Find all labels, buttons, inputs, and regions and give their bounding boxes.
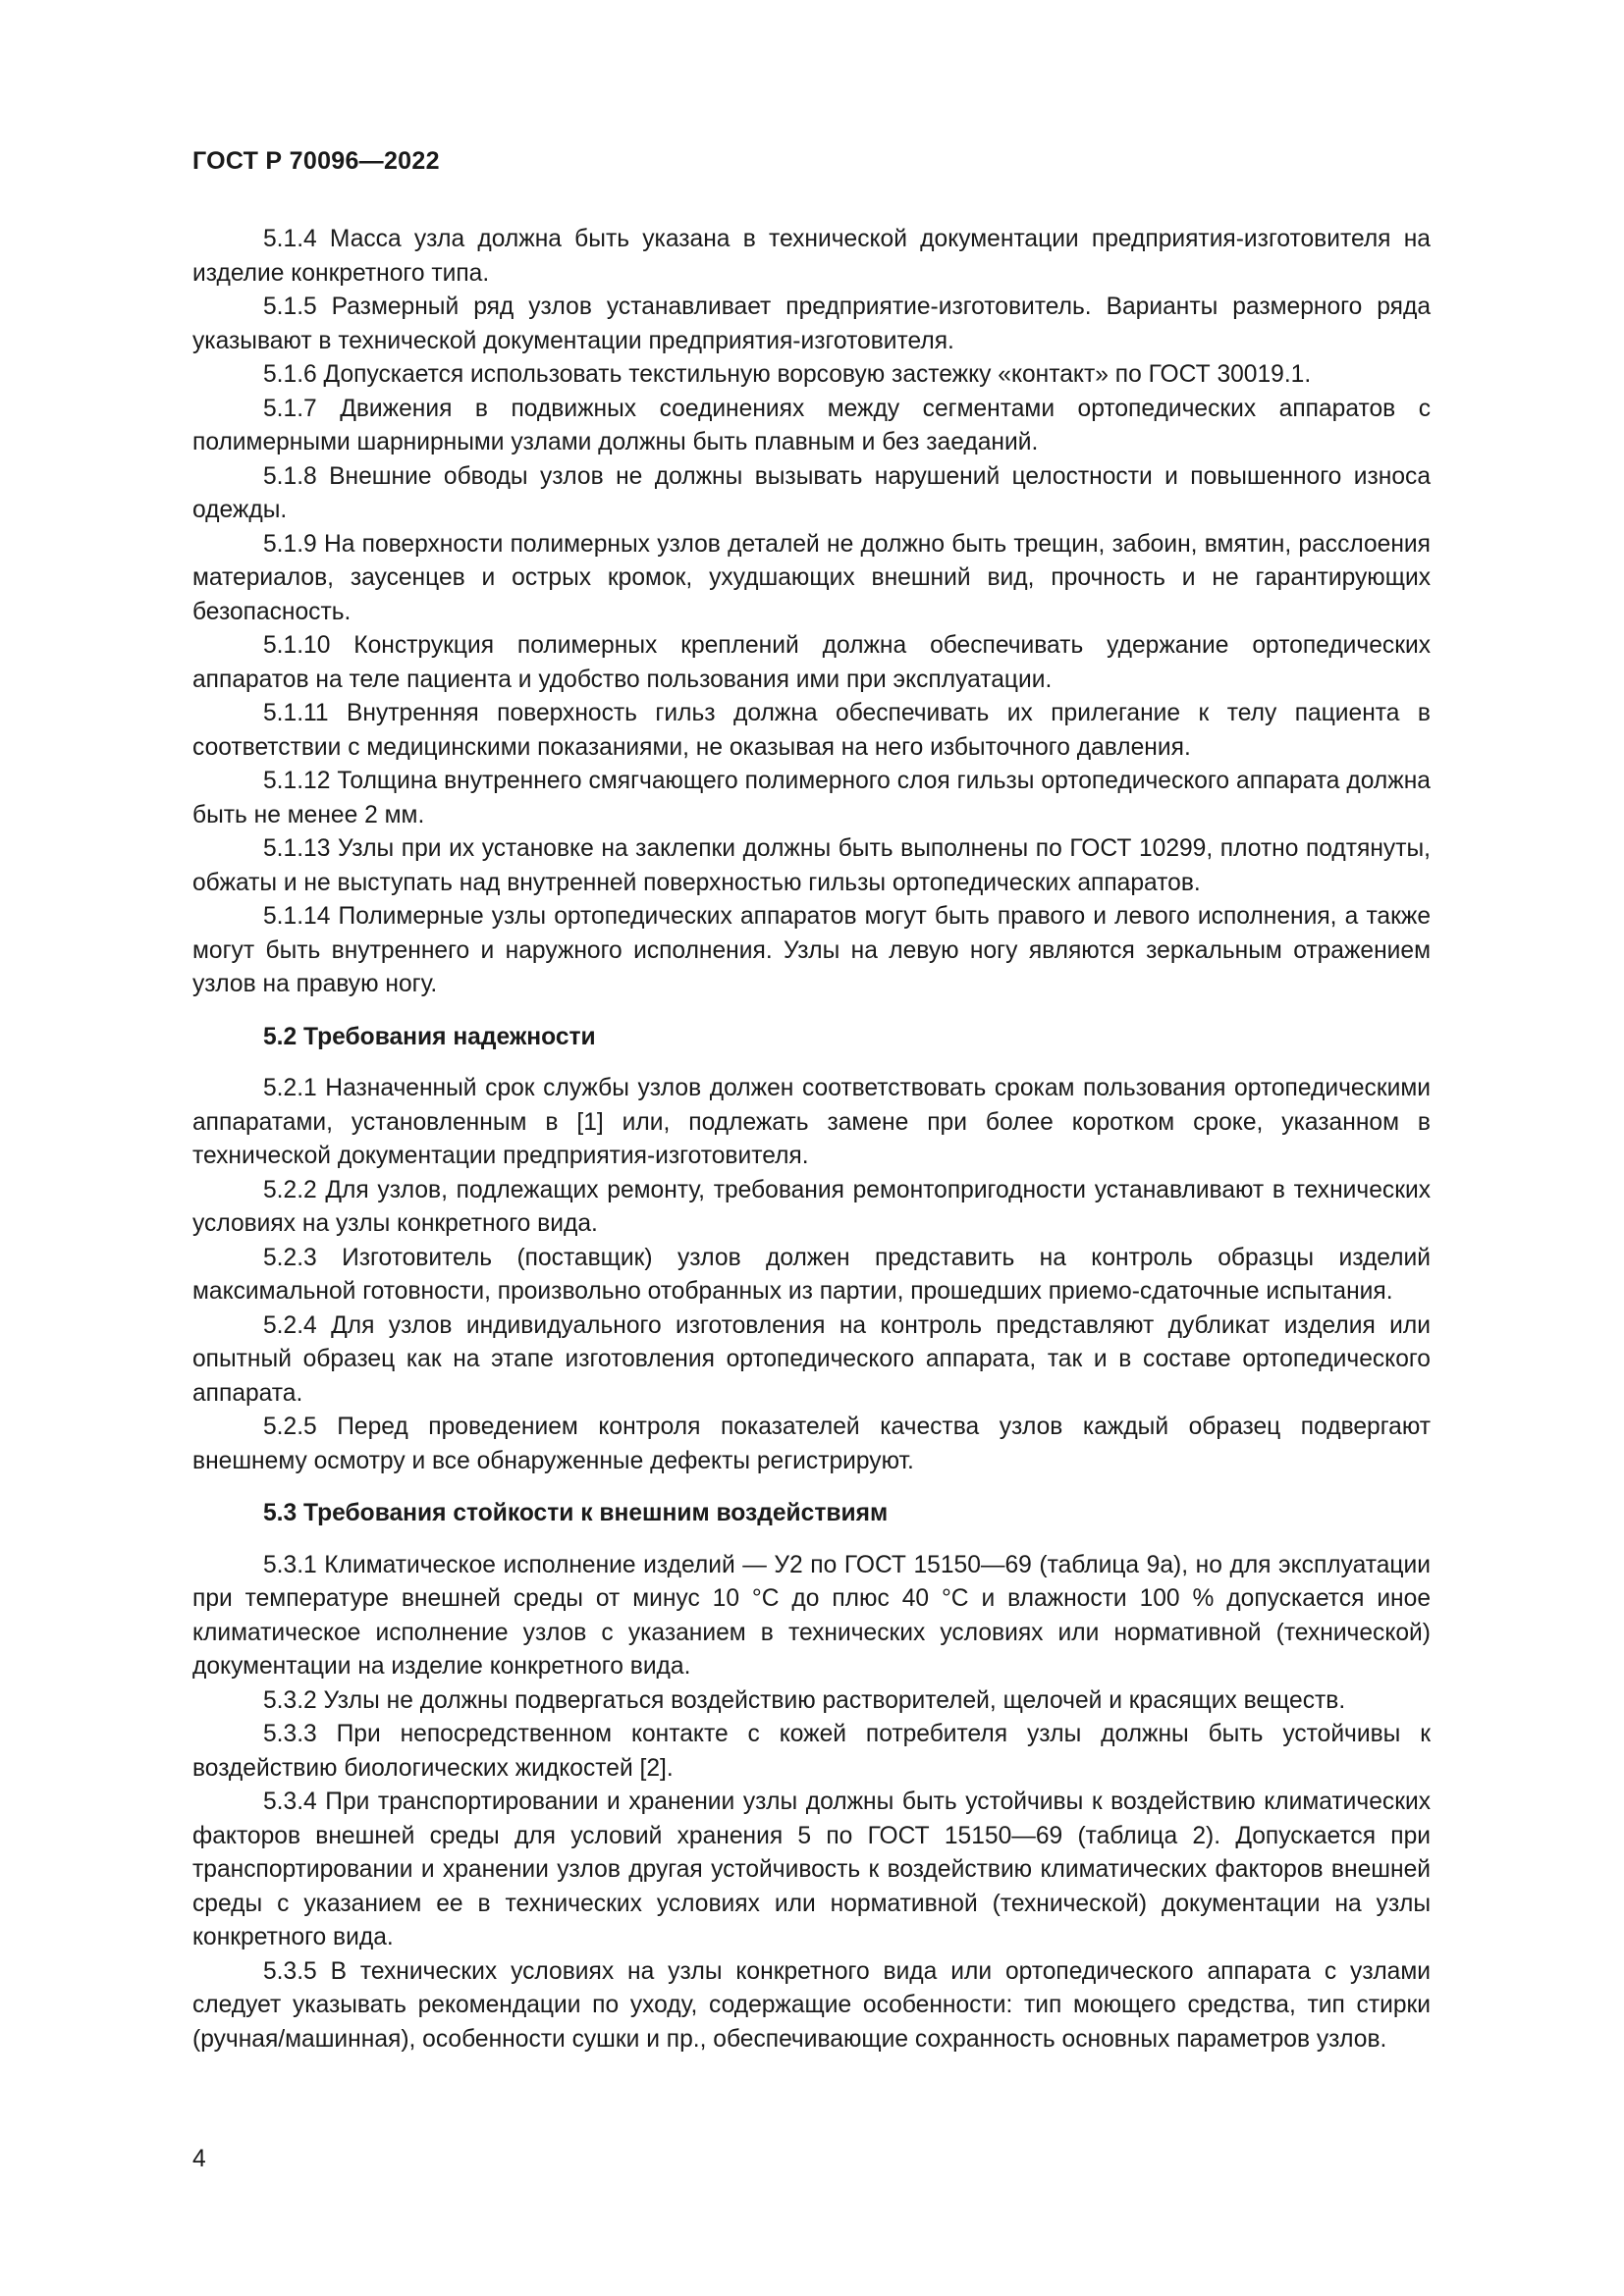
paragraph-5-1-9: 5.1.9 На поверхности полимерных узлов деталей не должно быть трещин, забоин, вмятин, расслоения материалов, заусенцев и острых кромок, ухудшающих внешний вид, прочность и не гарантирующих безопасность. xyxy=(192,530,1431,625)
paragraph-5-2-4: 5.2.4 Для узлов индивидуального изготовления на контроль представляют дубликат изделия или опытный образец как на этапе изготовления ортопедического аппарата, так и в составе ортопедического аппарата. xyxy=(192,1311,1431,1407)
section-heading: 5.2 Требования надежности xyxy=(263,1023,596,1050)
document-body xyxy=(192,223,1431,2056)
paragraph-5-3-1: 5.3.1 Климатическое исполнение изделий — У2 по ГОСТ 15150—69 (таблица 9а), но для эксплуатации при температуре внешней среды от минус 10 °С до плюс 40 °С и влажности 100 % допускается иное климатическое исполнение узлов с указанием в технических условиях или нормативной (технической) документации на изделие конкретного вида. xyxy=(192,1551,1431,1680)
paragraph-5-2-1: 5.2.1 Назначенный срок службы узлов должен соответствовать срокам пользования ортопедическими аппаратами, установленным в [1] или, подлежать замене при более коротком сроке, указанном в технической документации предприятия-изготовителя. xyxy=(192,1075,1431,1169)
paragraph-5-2-5: 5.2.5 Перед проведением контроля показателей качества узлов каждый образец подвергают внешнему осмотру и все обнаруженные дефекты регистрируют. xyxy=(192,1414,1431,1474)
section-5-1 xyxy=(192,223,1431,1002)
paragraph-5-1-12: 5.1.12 Толщина внутреннего смягчающего полимерного слоя гильзы ортопедического аппарата должна быть не менее 2 мм. xyxy=(192,768,1431,828)
page-number: 4 xyxy=(192,2146,206,2172)
paragraph-5-3-5: 5.3.5 В технических условиях на узлы конкретного вида или ортопедического аппарата с узлами следует указывать рекомендации по уходу, содержащие особенности: тип моющего средства, тип стирки (ручная/машинная), особенности сушки и пр., обеспечивающие сохранность основных параметров узлов. xyxy=(192,1957,1431,2053)
paragraph-5-2-3: 5.2.3 Изготовитель (поставщик) узлов должен представить на контроль образцы изделий максимальной готовности, произвольно отобранных из партии, прошедших приемо-сдаточные испытания. xyxy=(192,1244,1431,1305)
paragraph-5-1-10: 5.1.10 Конструкция полимерных креплений должна обеспечивать удержание ортопедических аппаратов на теле пациента и удобство пользования ими при эксплуатации. xyxy=(192,632,1431,693)
paragraph-5-1-8: 5.1.8 Внешние обводы узлов не должны вызывать нарушений целостности и повышенного износа одежды. xyxy=(192,462,1431,523)
paragraph-5-2-2: 5.2.2 Для узлов, подлежащих ремонту, требования ремонтопригодности устанавливают в технических условиях на узлы конкретного вида. xyxy=(192,1176,1431,1237)
section-5-2 xyxy=(192,1021,1431,1479)
section-5-3 xyxy=(192,1497,1431,2056)
paragraph-5-1-4: 5.1.4 Масса узла должна быть указана в технической документации предприятия-изготовителя на изделие конкретного типа. xyxy=(192,226,1431,287)
paragraph-5-3-4: 5.3.4 При транспортировании и хранении узлы должны быть устойчивы к воздействию климатических факторов внешней среды для условий хранения 5 по ГОСТ 15150—69 (таблица 2). Допускается при транспортировании и хранении узлов другая устойчивость к воздействию климатических факторов внешней среды с указанием ее в технических условиях или нормативной (технической) документации на узлы конкретного вида. xyxy=(192,1789,1431,1950)
section-heading: 5.3 Требования стойкости к внешним воздействиям xyxy=(263,1500,889,1526)
paragraph-5-3-3: 5.3.3 При непосредственном контакте с кожей потребителя узлы должны быть устойчивы к воздействию биологических жидкостей [2]. xyxy=(192,1721,1431,1782)
paragraph-5-3-2: 5.3.2 Узлы не должны подвергаться воздействию растворителей, щелочей и красящих веществ. xyxy=(263,1686,1346,1714)
document-code-header: ГОСТ Р 70096—2022 xyxy=(192,147,440,175)
paragraph-5-1-13: 5.1.13 Узлы при их установке на заклепки должны быть выполнены по ГОСТ 10299, плотно подтянуты, обжаты и не выступать над внутренней поверхностью гильзы ортопедических аппаратов. xyxy=(192,835,1431,896)
paragraph-5-1-7: 5.1.7 Движения в подвижных соединениях между сегментами ортопедических аппаратов с полимерными шарнирными узлами должны быть плавным и без заеданий. xyxy=(192,395,1431,455)
paragraph-5-1-6: 5.1.6 Допускается использовать текстильную ворсовую застежку «контакт» по ГОСТ 30019.1. xyxy=(263,361,1312,388)
paragraph-5-1-5: 5.1.5 Размерный ряд узлов устанавливает предприятие-изготовитель. Варианты размерного ряда указывают в технической документации предприятия-изготовителя. xyxy=(192,294,1431,354)
paragraph-5-1-11: 5.1.11 Внутренняя поверхность гильз должна обеспечивать их прилегание к телу пациента в соответствии с медицинскими показаниями, не оказывая на него избыточного давления. xyxy=(192,700,1431,761)
paragraph-5-1-14: 5.1.14 Полимерные узлы ортопедических аппаратов могут быть правого и левого исполнения, а также могут быть внутреннего и наружного исполнения. Узлы на левую ногу являются зеркальным отражением узлов на правую ногу. xyxy=(192,903,1431,997)
